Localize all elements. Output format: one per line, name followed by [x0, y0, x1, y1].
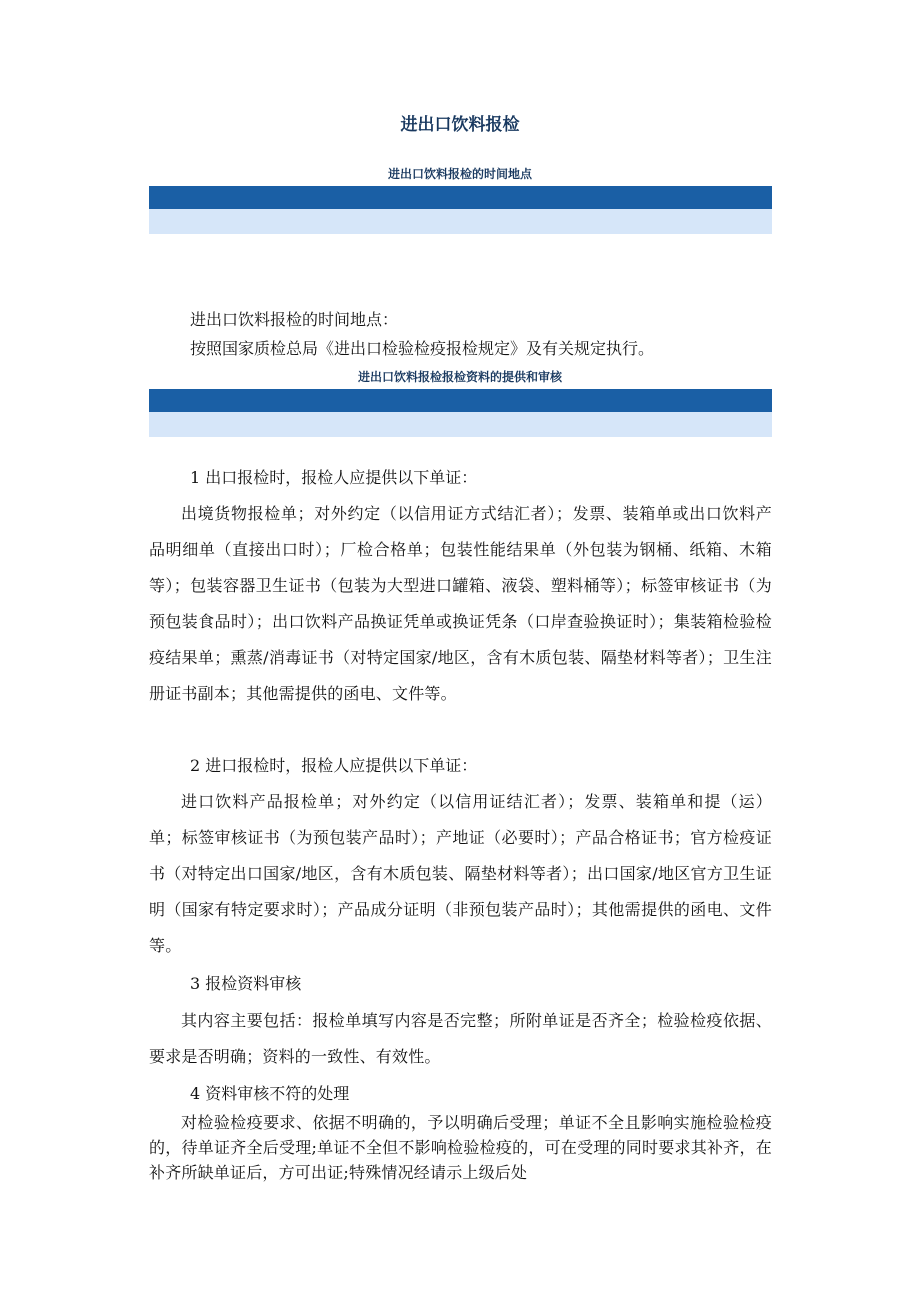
- section-band-dark: [149, 389, 772, 412]
- item-4-heading: 4 资料审核不符的处理: [190, 1084, 350, 1103]
- item-4-body: 对检验检疫要求、依据不明确的，予以明确后受理；单证不全且影响实施检验检疫的，待单证齐全后受理;单证不全但不影响检验检疫的，可在受理的同时要求其补齐，在补齐所缺单证后，方可出证;特殊情况经请示上级后处: [149, 1113, 772, 1182]
- section-band-light: [149, 209, 772, 234]
- document-title: 进出口饮料报检: [400, 115, 520, 135]
- section-heading-documents: 进出口饮料报检报检资料的提供和审核: [357, 370, 562, 384]
- item-3-body: 其内容主要包括：报检单填写内容是否完整；所附单证是否齐全；检验检疫依据、要求是否明确；资料的一致性、有效性。: [149, 1011, 772, 1066]
- section-heading-time-place: 进出口饮料报检的时间地点: [387, 167, 532, 181]
- time-place-label: 进出口饮料报检的时间地点：: [190, 310, 399, 329]
- item-3-heading: 3 报检资料审核: [190, 974, 302, 993]
- section-band-light: [149, 412, 772, 437]
- item-2-heading: 2 进口报检时，报检人应提供以下单证：: [190, 756, 478, 775]
- item-2-body: 进口饮料产品报检单；对外约定（以信用证结汇者）；发票、装箱单和提（运）单；标签审核证书（为预包装产品时）；产地证（必要时）；产品合格证书；官方检疫证书（对特定出口国家/地区，含有木质包装、隔垫材料等者）；出口国家/地区官方卫生证明（国家有特定要求时）；产品成分证明（非预包装产品时）；其他需提供的函电、文件等。: [149, 792, 772, 955]
- item-1-heading: 1 出口报检时，报检人应提供以下单证：: [190, 468, 478, 487]
- section-band-dark: [149, 186, 772, 209]
- time-place-body: 按照国家质检总局《进出口检验检疫报检规定》及有关规定执行。: [190, 339, 655, 358]
- item-1-body: 出境货物报检单；对外约定（以信用证方式结汇者）；发票、装箱单或出口饮料产品明细单（直接出口时）；厂检合格单；包装性能结果单（外包装为钢桶、纸箱、木箱等）；包装容器卫生证书（包装为大型进口罐箱、液袋、塑料桶等）；标签审核证书（为预包装食品时）；出口饮料产品换证凭单或换证凭条（口岸查验换证时）；集装箱检验检疫结果单；熏蒸/消毒证书（对特定国家/地区，含有木质包装、隔垫材料等者）；卫生注册证书副本；其他需提供的函电、文件等。: [149, 504, 772, 703]
